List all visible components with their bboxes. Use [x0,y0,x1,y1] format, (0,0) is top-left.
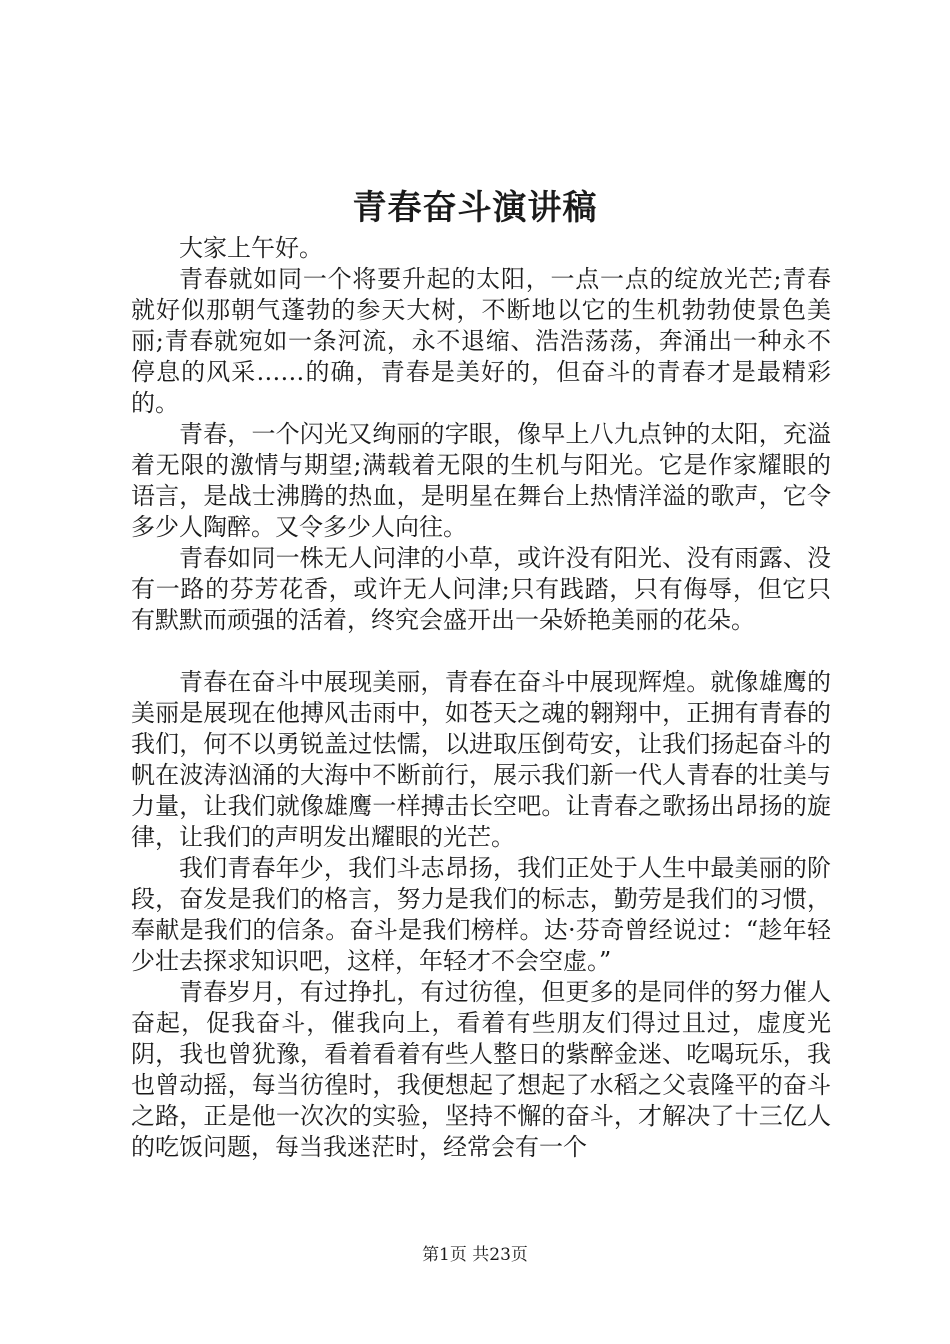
document-body [131,233,831,1163]
document-title: 青春奋斗演讲稿 [352,188,598,228]
paragraph: 青春，一个闪光又绚丽的字眼，像早上八九点钟的太阳，充溢着无限的激情与期望;满载着无限的生机与阳光。它是作家耀眼的语言，是战士沸腾的热血，是明星在舞台上热情洋溢的歌声，它令多少人陶醉。又令多少人向往。 [131,420,831,541]
paragraph: 我们青春年少，我们斗志昂扬，我们正处于人生中最美丽的阶段，奋发是我们的格言，努力是我们的标志，勤劳是我们的习惯，奉献是我们的信条。奋斗是我们榜样。达·芬奇曾经说过：“趁年轻少壮去探求知识吧，这样，年轻才不会空虚。” [131,854,831,975]
paragraph: 青春在奋斗中展现美丽，青春在奋斗中展现辉煌。就像雄鹰的美丽是展现在他搏风击雨中，如苍天之魂的翱翔中，正拥有青春的我们，何不以勇锐盖过怯懦，以进取压倒苟安，让我们扬起奋斗的帆在波涛汹涌的大海中不断前行，展示我们新一代人青春的壮美与力量，让我们就像雄鹰一样搏击长空吧。让青春之歌扬出昂扬的旋律，让我们的声明发出耀眼的光芒。 [131,668,831,851]
page-number-footer: 第1页 共23页 [422,1245,528,1265]
paragraph: 青春岁月，有过挣扎，有过彷徨，但更多的是同伴的努力催人奋起，促我奋斗，催我向上，看着有些朋友们得过且过，虚度光阴，我也曾犹豫，看着看着有些人整日的紫醉金迷、吃喝玩乐，我也曾动摇，每当彷徨时，我便想起了想起了水稻之父袁隆平的奋斗之路，正是他一次次的实验，坚持不懈的奋斗，才解决了十三亿人的吃饭问题，每当我迷茫时，经常会有一个 [131,978,831,1161]
paragraph: 青春就如同一个将要升起的太阳，一点一点的绽放光芒;青春就好似那朝气蓬勃的参天大树，不断地以它的生机勃勃使景色美丽;青春就宛如一条河流，永不退缩、浩浩荡荡，奔涌出一种永不停息的风采……的确，青春是美好的，但奋斗的青春才是最精彩的。 [131,265,831,417]
paragraph-greeting: 大家上午好。 [179,234,323,262]
paragraph: 青春如同一株无人问津的小草，或许没有阳光、没有雨露、没有一路的芬芳花香，或许无人问津;只有践踏，只有侮辱，但它只有默默而顽强的活着，终究会盛开出一朵娇艳美丽的花朵。 [131,544,831,634]
